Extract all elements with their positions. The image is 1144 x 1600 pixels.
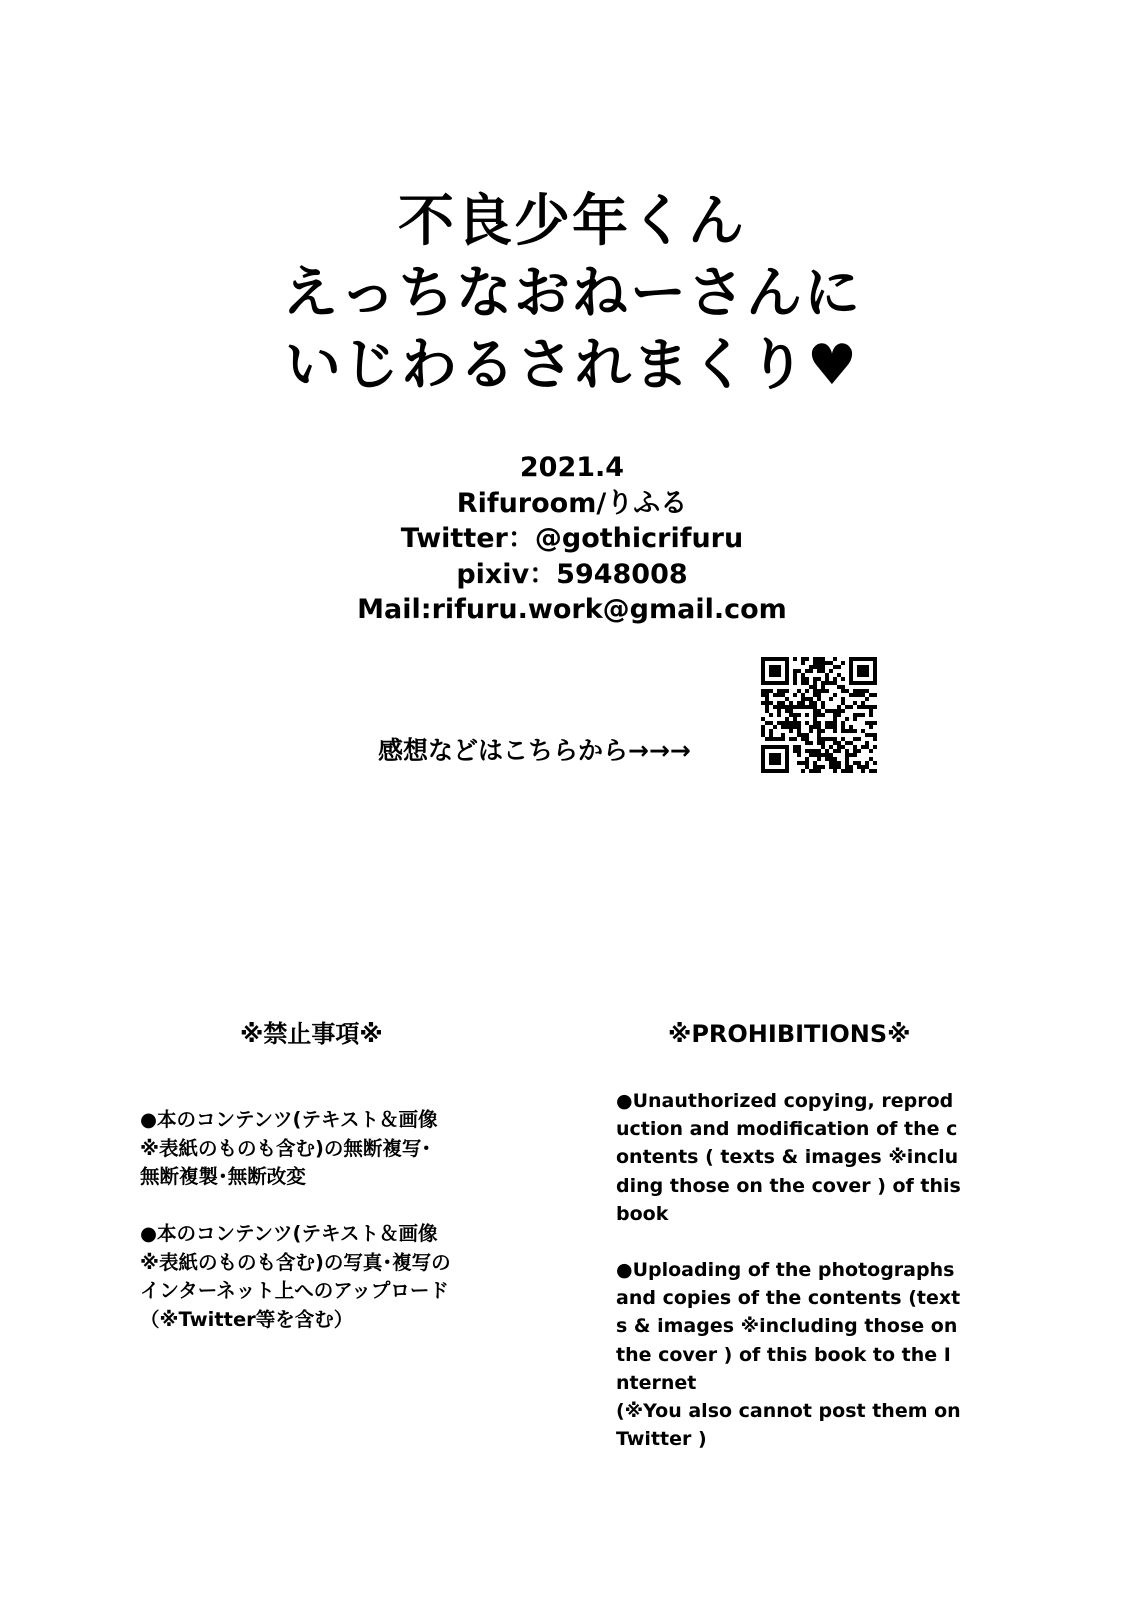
mail-address: Mail:rifuru.work@gmail.com [357,594,787,625]
title-line-1: 不良少年くん [398,189,746,254]
prohibition-jp-item-2-line: （※Twitter等を含む） [140,1307,354,1331]
pixiv-id: pixiv：5948008 [456,558,688,590]
circle-name: Rifuroom/りふる [456,487,688,519]
prohibition-en-item-2-line: Twitter ) [616,1428,707,1451]
prohibition-jp-item-2 [140,1220,520,1334]
prohibition-en-item-2-line: the cover ) of this book to the I [616,1343,951,1366]
prohibition-jp-item-2-line: ※表紙のものも含む)の写真･複写の [140,1250,451,1274]
prohibition-en-item-1 [616,1087,988,1228]
prohibition-en-item-2 [616,1256,988,1453]
prohibition-en-item-1-line: ding those on the cover ) of this [616,1174,961,1197]
feedback-label: 感想などはこちらから→→→ [378,736,691,765]
prohibition-en-item-2-line: nternet [616,1371,697,1394]
prohibition-en-item-1-line: ontents ( texts & images ※inclu [616,1146,959,1169]
prohibition-jp-item-1 [140,1106,520,1192]
prohibition-en-item-1-line: uction and modification of the c [616,1118,958,1141]
title-line-2: えっちなおねーさんに [282,261,862,326]
publication-date: 2021.4 [519,452,625,483]
qr-code-icon[interactable] [761,657,877,773]
prohibition-en-item-2-line: ●Uploading of the photographs [616,1259,955,1281]
prohibitions-heading-jp: ※禁止事項※ [240,1020,383,1048]
prohibitions-heading-en: ※PROHIBITIONS※ [668,1020,911,1048]
prohibition-jp-item-2-line: ●本のコンテンツ(テキスト＆画像 [140,1222,438,1245]
book-title [0,186,1144,402]
twitter-handle: Twitter：@gothicrifuru [400,523,744,554]
prohibition-jp-item-1-line: 無断複製･無断改変 [140,1165,306,1188]
title-line-3: いじわるされまくり♥ [284,333,860,398]
prohibition-en-item-1-line: book [616,1202,669,1225]
prohibition-en-item-2-line: and copies of the contents (text [616,1287,961,1310]
prohibition-en-item-2-line: (※You also cannot post them on [616,1400,961,1423]
prohibition-jp-item-1-line: ●本のコンテンツ(テキスト＆画像 [140,1108,438,1131]
prohibition-jp-item-2-line: インターネット上へのアップロード [140,1279,449,1302]
publication-info [0,450,1144,628]
prohibition-en-item-2-line: s & images ※including those on [616,1315,958,1338]
prohibition-jp-item-1-line: ※表紙のものも含む)の無断複写･ [140,1136,432,1160]
prohibition-en-item-1-line: ●Unauthorized copying, reprod [616,1090,954,1112]
